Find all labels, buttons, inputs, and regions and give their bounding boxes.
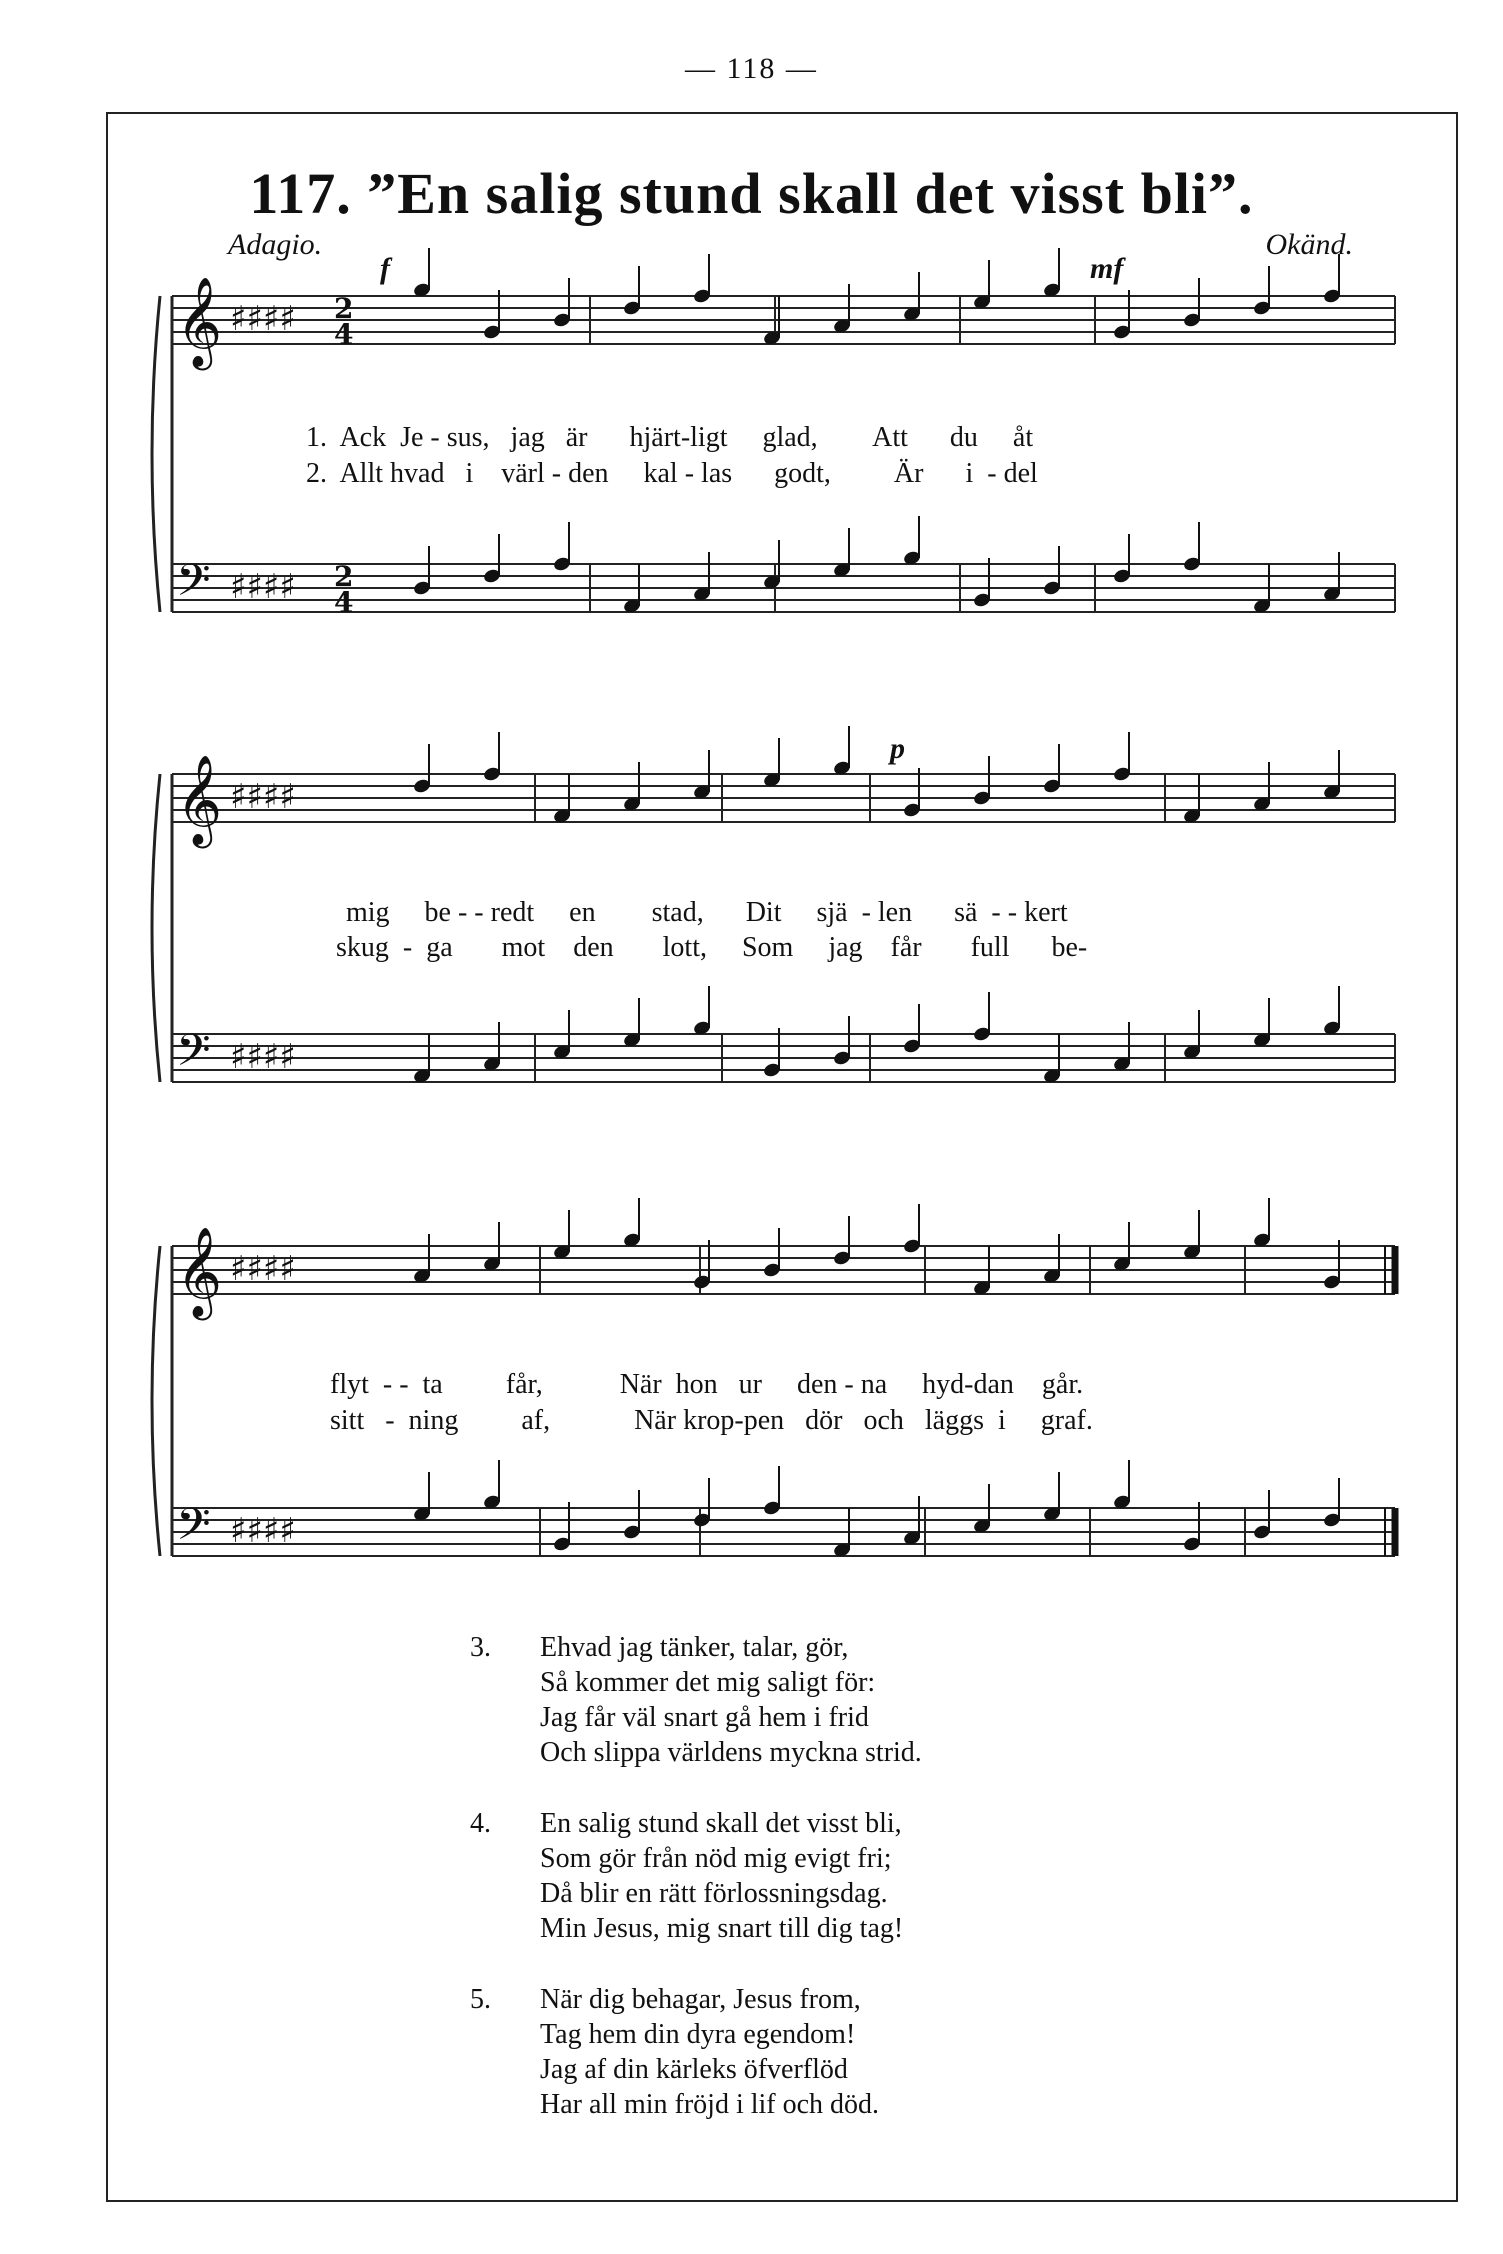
verse-line: Ehvad jag tänker, talar, gör, <box>540 1632 849 1663</box>
verse-line: Har all min fröjd i lif och död. <box>540 2089 880 2120</box>
lyrics-system2-verse1: mig be - - redt en stad, Dit sjä - len sä - - kert <box>346 897 1068 928</box>
treble-clef-icon: 𝄞 <box>176 1227 223 1317</box>
key-signature-icon: ♯♯♯♯ <box>230 299 296 339</box>
hymn-title: 117. ”En salig stund skall det visst bli”. <box>249 161 1254 226</box>
dynamic-marking: mf <box>1090 252 1124 285</box>
lyrics-system3-verse1: flyt - - ta får, När hon ur den - na hyd-dan går. <box>330 1369 1084 1400</box>
tempo-marking: Adagio. <box>228 228 323 261</box>
verse-number: 5. <box>470 1984 491 2015</box>
verse-line: Så kommer det mig saligt för: <box>540 1667 876 1698</box>
time-signature-icon: 2 <box>334 560 354 593</box>
composer: Okänd. <box>1265 228 1353 261</box>
page-number: — 118 — <box>685 52 818 85</box>
verse-line: Jag får väl snart gå hem i frid <box>540 1702 869 1733</box>
lyrics-system3-verse2: sitt - ning af, När krop-pen dör och läggs i graf. <box>330 1405 1093 1436</box>
time-signature-icon: 4 <box>334 318 354 351</box>
dynamic-marking: f <box>380 252 390 285</box>
time-signature-icon: 4 <box>334 586 354 619</box>
verse-line: Och slippa världens myckna strid. <box>540 1737 922 1768</box>
key-signature-icon: ♯♯♯♯ <box>230 1249 296 1289</box>
key-signature-icon: ♯♯♯♯ <box>230 777 296 817</box>
lyrics-system1-verse2: 2. Allt hvad i värl - den kal - las godt, Är i - del <box>306 458 1038 489</box>
key-signature-icon: ♯♯♯♯ <box>230 1037 296 1077</box>
key-signature-icon: ♯♯♯♯ <box>230 567 296 607</box>
key-signature-icon: ♯♯♯♯ <box>230 1511 296 1551</box>
bass-clef-icon: 𝄢 <box>176 1024 211 1087</box>
time-signature-icon: 2 <box>334 292 354 325</box>
verse-line: Som gör från nöd mig evigt fri; <box>540 1843 892 1874</box>
lyrics-system2-verse2: skug - ga mot den lott, Som jag får full be- <box>336 932 1088 963</box>
verse-line: När dig behagar, Jesus from, <box>540 1984 861 2015</box>
treble-clef-icon: 𝄞 <box>176 277 223 367</box>
verse-5 <box>470 1982 922 2122</box>
additional-verses <box>470 1630 922 2158</box>
verse-4 <box>470 1806 922 1946</box>
verse-number: 3. <box>470 1632 491 1663</box>
verse-line: En salig stund skall det visst bli, <box>540 1808 902 1839</box>
lyrics-system1-verse1: 1. Ack Je - sus, jag är hjärt-ligt glad, Att du åt <box>306 422 1034 453</box>
verse-line: Jag af din kärleks öfverflöd <box>540 2054 848 2085</box>
verse-3 <box>470 1630 922 1770</box>
verse-number: 4. <box>470 1808 491 1839</box>
treble-clef-icon: 𝄞 <box>176 755 223 845</box>
verse-line: Då blir en rätt förlossningsdag. <box>540 1878 888 1909</box>
verse-line: Tag hem din dyra egendom! <box>540 2019 856 2050</box>
bass-clef-icon: 𝄢 <box>176 554 211 617</box>
bass-clef-icon: 𝄢 <box>176 1498 211 1561</box>
dynamic-marking: p <box>890 732 905 765</box>
verse-line: Min Jesus, mig snart till dig tag! <box>540 1913 904 1944</box>
